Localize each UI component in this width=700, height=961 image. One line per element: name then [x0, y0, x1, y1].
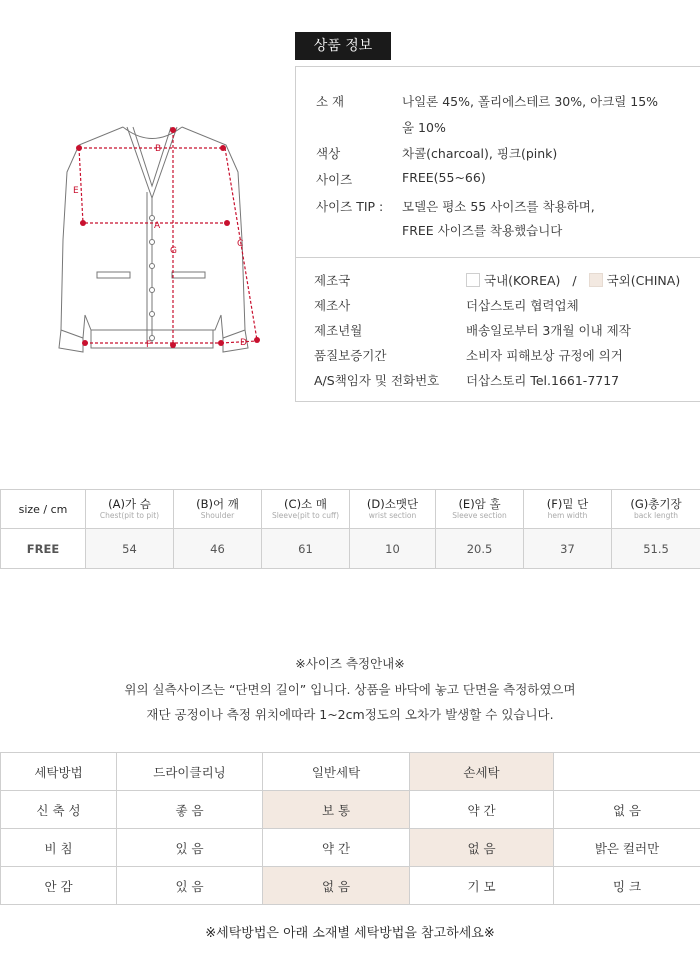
origin-separator: / [572, 273, 577, 288]
cardigan-measurement-diagram [45, 100, 275, 370]
size-value: 54 [86, 529, 174, 569]
info-key: 사이즈 TIP : [316, 199, 384, 214]
care-label: 비 침 [1, 829, 117, 867]
col-sub: Sleeve(pit to cuff) [271, 511, 340, 520]
info-key: 사이즈 [316, 172, 353, 187]
care-cell-selected: 없 음 [263, 867, 410, 905]
info-key: 품질보증기간 [314, 348, 387, 363]
care-row-stretch [1, 791, 700, 829]
care-cell: 약 간 [410, 791, 554, 829]
info-value: 차콜(charcoal), 핑크(pink) [402, 146, 558, 161]
notice-title: ※사이즈 측정안내※ [295, 656, 405, 671]
notice-line-1: 위의 실측사이즈는 “단면의 길이” 입니다. 상품을 바닥에 놓고 단면을 측정하였으며 [124, 682, 576, 697]
info-value: 울 10% [402, 120, 446, 135]
care-cell: 밍 크 [554, 867, 700, 905]
col-sub: wrist section [368, 511, 417, 520]
care-row-sheer [1, 829, 700, 867]
col-name: (G)총기장 [630, 497, 682, 511]
size-table-header [1, 490, 700, 529]
col-name: (E)암 홀 [458, 497, 501, 511]
measure-label-d: D [240, 338, 247, 348]
col-name: (C)소 매 [284, 497, 327, 511]
care-label: 세탁방법 [1, 753, 117, 791]
notice-line-2: 재단 공정이나 측정 위치에따라 1~2cm정도의 오차가 발생할 수 있습니다. [146, 707, 554, 722]
info-value: 소비자 피해보상 규정에 의거 [466, 348, 623, 363]
measure-label-b: B [155, 144, 162, 154]
measure-label-g: G [170, 246, 177, 256]
size-col-shoulder [174, 490, 262, 529]
info-key: 색상 [316, 146, 341, 161]
care-footer-note: ※세탁방법은 아래 소재별 세탁방법을 참고하세요※ [205, 926, 495, 941]
col-sub: Sleeve section [452, 511, 507, 520]
care-cell: 좋 음 [117, 791, 263, 829]
col-sub: hem width [547, 511, 588, 520]
info-key: 제조년월 [314, 323, 363, 338]
care-cell: 드라이클리닝 [117, 753, 263, 791]
care-cell: 없 음 [554, 791, 700, 829]
origin-options [466, 271, 680, 289]
col-sub: back length [633, 511, 679, 520]
size-value: 20.5 [436, 529, 524, 569]
care-label: 신 축 성 [1, 791, 117, 829]
info-value: 나일론 45%, 폴리에스테르 30%, 아크릴 15% [402, 94, 659, 109]
col-name: (F)밑 단 [546, 497, 589, 511]
care-row-wash [1, 753, 700, 791]
product-info-title: 상품 정보 [295, 32, 391, 60]
col-name: (D)소맷단 [366, 497, 419, 511]
info-key: A/S책임자 및 전화번호 [314, 373, 440, 388]
measure-label-a: A [154, 221, 161, 231]
col-name: (A)가 슴 [108, 497, 151, 511]
info-value: 배송일로부터 3개월 이내 제작 [466, 323, 631, 338]
info-divider [296, 257, 700, 258]
origin-domestic: 국내(KOREA) [484, 273, 561, 288]
care-table [0, 752, 700, 905]
care-cell: 기 모 [410, 867, 554, 905]
measure-label-f: F [146, 340, 152, 350]
info-key: 소 재 [316, 94, 345, 109]
care-cell-selected: 보 통 [263, 791, 410, 829]
care-cell: 있 음 [117, 829, 263, 867]
col-sub: Shoulder [200, 511, 235, 520]
care-cell-selected: 없 음 [410, 829, 554, 867]
col-sub: Chest(pit to pit) [99, 511, 160, 520]
size-col-armhole [436, 490, 524, 529]
origin-foreign: 국외(CHINA) [606, 273, 681, 288]
size-value: 46 [174, 529, 262, 569]
care-cell: 밝은 컬러만 [554, 829, 700, 867]
size-value: 10 [350, 529, 436, 569]
size-table-row [1, 529, 700, 569]
measure-label-c: C [237, 239, 244, 249]
info-value: 더삽스토리 협력업체 [466, 298, 579, 313]
care-cell: 일반세탁 [263, 753, 410, 791]
care-row-lining [1, 867, 700, 905]
col-name: (B)어 깨 [196, 497, 239, 511]
product-info-box [295, 66, 700, 402]
size-value: 37 [524, 529, 612, 569]
measure-lines [79, 130, 257, 345]
info-value: 더삽스토리 Tel.1661-7717 [466, 373, 620, 388]
size-value: 61 [262, 529, 350, 569]
info-value: FREE(55~66) [402, 170, 486, 185]
size-row-label: FREE [1, 529, 86, 569]
size-table-corner: size / cm [1, 490, 86, 529]
care-cell [554, 753, 700, 791]
size-value: 51.5 [612, 529, 700, 569]
info-key: 제조국 [314, 273, 351, 288]
care-cell: 약 간 [263, 829, 410, 867]
info-key: 제조사 [314, 298, 351, 313]
care-label: 안 감 [1, 867, 117, 905]
size-table [0, 489, 700, 569]
size-col-length [612, 490, 700, 529]
info-value: 모델은 평소 55 사이즈를 착용하며, [402, 199, 595, 214]
info-value: FREE 사이즈를 착용했습니다 [402, 223, 563, 238]
foreign-checkbox [589, 273, 603, 287]
measure-label-e: E [73, 186, 79, 196]
size-col-wrist [350, 490, 436, 529]
domestic-checkbox [466, 273, 480, 287]
size-col-sleeve [262, 490, 350, 529]
care-cell-selected: 손세탁 [410, 753, 554, 791]
care-cell: 있 음 [117, 867, 263, 905]
size-col-chest [86, 490, 174, 529]
size-col-hem [524, 490, 612, 529]
